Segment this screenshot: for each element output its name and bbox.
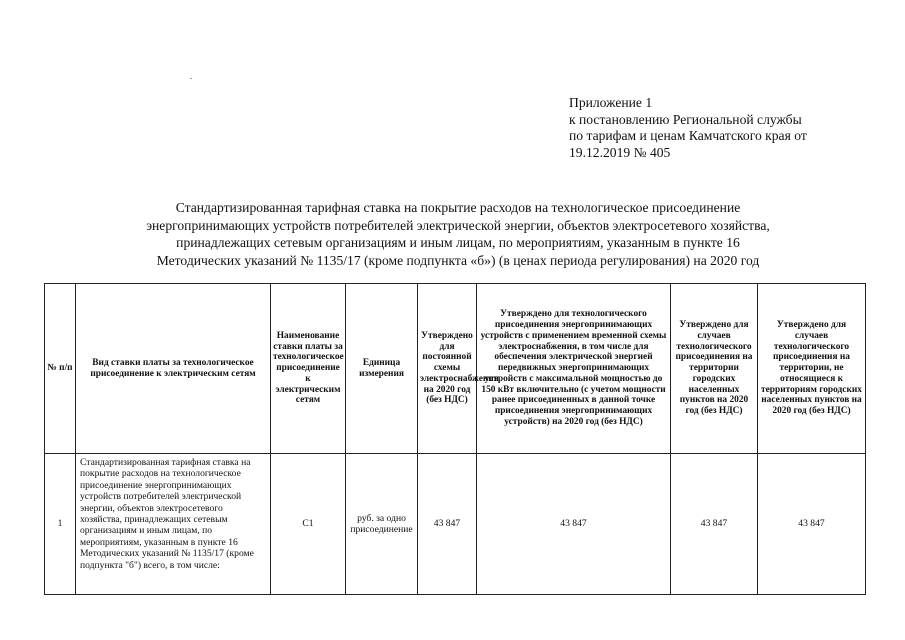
header-rate-type: Вид ставки платы за технологическое присоединение к электрическим сетям bbox=[76, 284, 271, 454]
cell-urban: 43 847 bbox=[671, 454, 758, 595]
document-title bbox=[100, 199, 816, 269]
scan-speck bbox=[190, 78, 192, 79]
header-number: № п/п bbox=[45, 284, 76, 454]
header-rural: Утверждено для случаев технологического присоединения на территории, не относящиеся к территориям городских населенных пунктов на 2020 год (без НДС) bbox=[758, 284, 866, 454]
title-line: Методических указаний № 1135/17 (кроме подпункта «б») (в ценах периода регулирования) на 2020 год bbox=[156, 252, 760, 268]
appendix-line: по тарифам и ценам Камчатского края от bbox=[569, 128, 807, 143]
cell-temporary: 43 847 bbox=[477, 454, 671, 595]
appendix-line: 19.12.2019 № 405 bbox=[569, 144, 671, 160]
header-permanent: Утверждено для постоянной схемы электроснабжения на 2020 год (без НДС) bbox=[418, 284, 477, 454]
header-urban: Утверждено для случаев технологического присоединения на территории городских населенных пунктов на 2020 год (без НДС) bbox=[671, 284, 758, 454]
appendix-block bbox=[569, 95, 889, 161]
title-line: Стандартизированная тарифная ставка на покрытие расходов на технологическое присоединение bbox=[175, 200, 741, 215]
cell-rural: 43 847 bbox=[758, 454, 866, 595]
tariff-table bbox=[44, 283, 866, 595]
appendix-line: Приложение 1 bbox=[569, 95, 653, 110]
cell-number: 1 bbox=[45, 454, 76, 595]
cell-description: Стандартизированная тарифная ставка на покрытие расходов на технологическое присоединение энергопринимающих устройств потребителей электрической энергии, объектов электросетевого хозяйства, принадлежащих сетевым организациям и иным лицам, по мероприятиям, указанным в пункте 16 Методических указаний № 1135/17 (кроме подпункта "б") всего, в том числе: bbox=[76, 454, 271, 595]
cell-permanent: 43 847 bbox=[418, 454, 477, 595]
table-header-row bbox=[45, 284, 866, 454]
table-row bbox=[45, 454, 866, 595]
title-line: энергопринимающих устройств потребителей электрической энергии, объектов электросетевого хозяйства, bbox=[146, 217, 770, 233]
title-line: принадлежащих сетевым организациям и иным лицам, по мероприятиям, указанным в пункте 16 bbox=[176, 235, 740, 251]
header-unit: Единица измерения bbox=[346, 284, 418, 454]
appendix-line: к постановлению Региональной службы bbox=[569, 111, 802, 127]
header-rate-name: Наименование ставки платы за технологическое присоединение к электрическим сетям bbox=[271, 284, 346, 454]
cell-code: С1 bbox=[271, 454, 346, 595]
header-temporary: Утверждено для технологического присоединения энергопринимающих устройств с применением временной схемы электроснабжения, в том числе для обеспечения электрической энергией передвижных энергопринимающих устройств с максимальной мощностью до 150 кВт включительно (с учетом мощности ранее присоединенных в данной точке присоединения энергопринимающих устройств) на 2020 год (без НДС) bbox=[477, 284, 671, 454]
cell-unit: руб. за одно присоединение bbox=[346, 454, 418, 595]
